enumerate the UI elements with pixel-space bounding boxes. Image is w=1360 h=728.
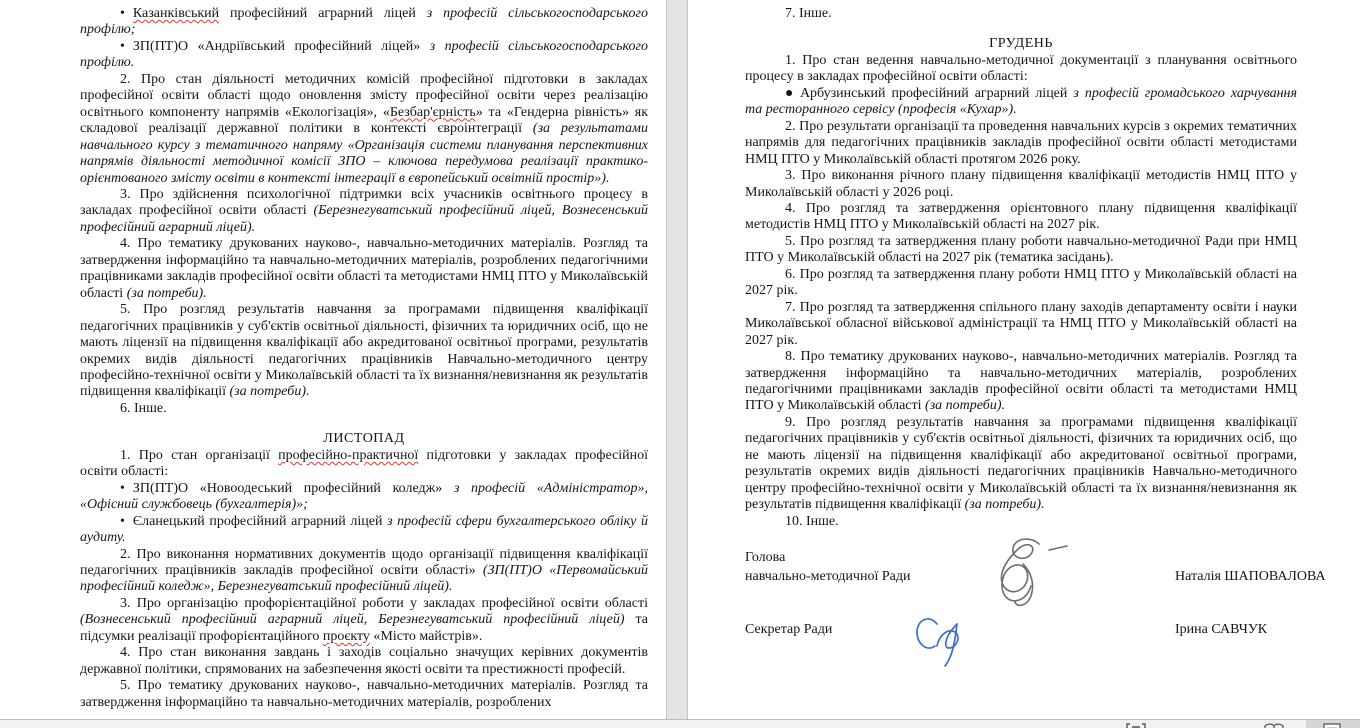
text-run: з професій громадського харчування та ресторанного сервісу (професія «Кухар»). [745, 85, 1297, 118]
bullet-item [80, 6, 648, 39]
bullet-item [745, 86, 1297, 119]
text-run: ЗП(ПТ)О «Андріївський професійний ліцей» [132, 38, 430, 54]
paragraph [745, 349, 1297, 415]
paragraph [80, 302, 648, 401]
paragraph [745, 168, 1297, 201]
text-run: 3. Про виконання річного плану підвищення кваліфікації методистів НМЦ ПТО у Миколаївській області у 2026 році. [745, 168, 1297, 200]
text-run: 4. Про стан виконання завдань і заходів соціально значущих керівних документів державної політики, спрямованих на забезпечення якості освіти та престижності професій. [80, 645, 648, 677]
text-run: професійний аграрний ліцей [219, 6, 427, 21]
text-run: з професій сільськогосподарського профілю; [80, 6, 648, 38]
signature-block [745, 548, 1326, 660]
text-run: (за потреби). [964, 497, 1045, 513]
text-run: 1. Про стан ведення навчально-методичної документації з планування освітнього процесу в закладах професійної освіти області: [745, 52, 1297, 85]
text-run: (за потреби). [229, 384, 310, 400]
paragraph [745, 267, 1297, 300]
misspelled-word: Безбар'єрність [389, 104, 476, 120]
text-run: Єланецький професійний аграрний ліцей [132, 513, 388, 529]
paragraph [80, 596, 648, 645]
paragraph [745, 201, 1297, 234]
page-left [0, 0, 666, 719]
signatory-role-line: Секретар Ради [745, 622, 833, 637]
bullet-item [80, 514, 648, 547]
text-run: » та «Гендерна рівність» як складової реалізації державної політики в контексті євроінтеграції [80, 104, 649, 137]
text-run: 5. Про тематику друкованих науково-, навчально-методичних матеріалів. Розгляд та затвердження інформаційно та навчально-методичних матеріалів, розроблених [80, 678, 648, 710]
text-run: 2. Про стан діяльності методичних комісій професійної підготовки в закладах професійної освіти області щодо оновлення змісту професійної освіти через реалізацію освітнього компоненту напрямів «Екологізація», « [80, 71, 648, 120]
paragraph [745, 119, 1297, 168]
paragraph [745, 53, 1297, 86]
handwritten-signature-icon [907, 606, 983, 670]
handwritten-signature-icon [973, 534, 1093, 612]
bullet-marker-icon: • [120, 38, 125, 54]
read-mode-icon[interactable] [1264, 723, 1286, 728]
month-heading [745, 36, 1297, 52]
paragraph [745, 6, 1297, 22]
page-gap [666, 0, 688, 719]
bullet-item [80, 481, 648, 514]
text-run: 3. Про організацію профорієнтаційної роботи у закладах професійної освіти області [120, 595, 648, 611]
text-run: 2. Про результати організації та проведення навчальних курсів з окремих тематичних напрямів для педагогічних працівників закладів професійної освіти області методистами НМЦ ПТО у Миколаївській області протягом 2026 року. [745, 118, 1297, 167]
page-left-text [80, 6, 648, 711]
paragraph [745, 514, 1297, 530]
paragraph [80, 645, 648, 678]
paragraph [745, 300, 1297, 349]
text-run: 5. Про розгляд результатів навчання за програмами підвищення кваліфікації педагогічних працівників у суб'єктів освітньої діяльності, фізичних та юридичних осіб, що не мають ліцензії на підвищення кваліфікації або акредитованої освітньої програми, результатів окремих видів діяльності педагогічних працівників Навчально-методичного центру професійно-технічної освіти у Миколаївській області та їх визнання/невизнання як результатів підвищення кваліфікації [80, 302, 648, 400]
text-run: (Вознесенський професійний аграрний ліцей, Березнегуватський професійний ліцей) [80, 612, 625, 628]
bullet-marker-icon: • [120, 6, 125, 21]
text-run: 5. Про розгляд та затвердження плану роботи навчально-методичної Ради при НМЦ ПТО у Миколаївській області на 2027 рік (тематика засідань). [745, 233, 1297, 266]
text-run: (за потреби). [925, 398, 1005, 414]
month-heading [80, 431, 648, 447]
text-run: 9. Про розгляд результатів навчання за програмами підвищення кваліфікації педагогічних працівників у суб'єктів освітньої діяльності, фізичних та юридичних осіб, що не мають ліцензії на підвищення кваліфікації або акредитованої освітньої програми, результатів окремих видів діяльності педагогічних працівників Навчально-методичного центру професійно-технічної освіти у Миколаївській області та їх визнання/невизнання як результатів підвищення кваліфікації [745, 414, 1297, 513]
text-run: (ЗП(ПТ)О «Первомайський професійний коледж», Березнегуватський професійний ліцей). [80, 562, 648, 595]
paragraph [745, 415, 1297, 514]
paragraph [745, 234, 1297, 267]
bullet-marker-icon: • [120, 513, 125, 529]
signatory-name: Ірина САВЧУК [1175, 622, 1268, 637]
text-run: з професій сільськогосподарського профілю. [80, 38, 648, 71]
signatory-name: Наталія ШАПОВАЛОВА [1175, 569, 1326, 584]
text-run: та підсумки реалізації профорієнтаційного [80, 612, 648, 644]
text-run: ЛИСТОПАД [323, 431, 405, 447]
text-run: 6. Інше. [120, 400, 167, 416]
text-run: 10. Інше. [785, 513, 839, 529]
text-run: 6. Про розгляд та затвердження плану роботи НМЦ ПТО у Миколаївській області на 2027 рік. [745, 266, 1297, 299]
paragraph [80, 678, 648, 711]
text-run: (за результатами навчального курсу з тематичного напряму «Організація системи планування перспективних напрямів діяльності методичної комісії ЗПО – ключова передумова реалізації практико-орієнтованого змісту освіти в контексті інтеграції в європейський освітній простір»). [80, 121, 648, 186]
signatory-role-line: навчально-методичної Ради [745, 569, 911, 584]
paragraph [80, 187, 648, 236]
print-layout-icon[interactable] [1322, 723, 1344, 728]
text-run: (Березнегуватський професійний ліцей, Вознесенський професійний аграрний ліцей). [80, 203, 648, 235]
text-run: «Місто майстрів». [369, 628, 483, 644]
focus-view-icon[interactable] [1126, 723, 1148, 728]
paragraph [80, 72, 648, 187]
text-run: ЗП(ПТ)О «Новоодеський професійний коледж» [132, 480, 454, 496]
text-run: з професій сфери бухгалтерського обліку й аудиту. [80, 513, 648, 546]
paragraph [80, 236, 648, 302]
status-bar [0, 719, 1360, 728]
text-run: (за потреби). [126, 285, 207, 301]
signature-row-secretary [745, 620, 1297, 660]
text-run: ГРУДЕНЬ [989, 36, 1053, 52]
paragraph [80, 547, 648, 596]
text-run: підготовки у закладах професійної освіти області: [80, 447, 648, 480]
paragraph [80, 448, 648, 481]
text-run: 3. Про здійснення психологічної підтримки всіх учасників освітнього процесу в закладах професійної освіти області [80, 186, 648, 219]
page-right [688, 0, 1360, 719]
page-right-text [745, 6, 1297, 530]
signature-row-chair [745, 548, 1326, 596]
text-run: 7. Про розгляд та затвердження спільного плану заходів департаменту освіти і науки Миколаївської обласної військової адміністрації та НМЦ ПТО у Миколаївській області на 2027 рік. [745, 299, 1297, 348]
text-run: 8. Про тематику друкованих науково-, навчально-методичних матеріалів. Розгляд та затвердження інформаційно та навчально-методичних матеріалів, розроблених педагогічними працівниками закладів професійної освіти області та методистами НМЦ ПТО у Миколаївській області [745, 349, 1297, 414]
misspelled-word: Казанківський [132, 6, 220, 21]
signatory-role-line: Голова [745, 550, 786, 565]
text-run: Арбузинський професійний аграрний ліцей [799, 85, 1074, 101]
text-run: 4. Про тематику друкованих науково-, навчально-методичних матеріалів. Розгляд та затвердження інформаційно та навчально-методичних матеріалів, розроблених педагогічними працівниками закладів професійної освіти області та методистами НМЦ ПТО у Миколаївській області [80, 236, 648, 301]
misspelled-word: професійно-практичної [278, 447, 419, 463]
text-run: 4. Про розгляд та затвердження орієнтовного плану підвищення кваліфікації методистів НМЦ ПТО у Миколаївській області на 2027 рік. [745, 200, 1297, 233]
text-run: 1. Про стан організації [120, 447, 279, 463]
bullet-marker-icon: • [120, 480, 125, 496]
text-run: з професій «Адміністратор», «Офісний службовець (бухгалтерія)»; [80, 480, 648, 513]
bullet-item [80, 39, 648, 72]
text-run: 2. Про виконання нормативних документів щодо організації підвищення кваліфікації педагогічних працівників закладів професійної освіти області» [80, 546, 648, 578]
text-run: 7. Інше. [785, 6, 832, 21]
misspelled-word: проєкту [322, 628, 370, 644]
paragraph [80, 401, 648, 417]
bullet-marker-icon: ● [785, 85, 796, 101]
